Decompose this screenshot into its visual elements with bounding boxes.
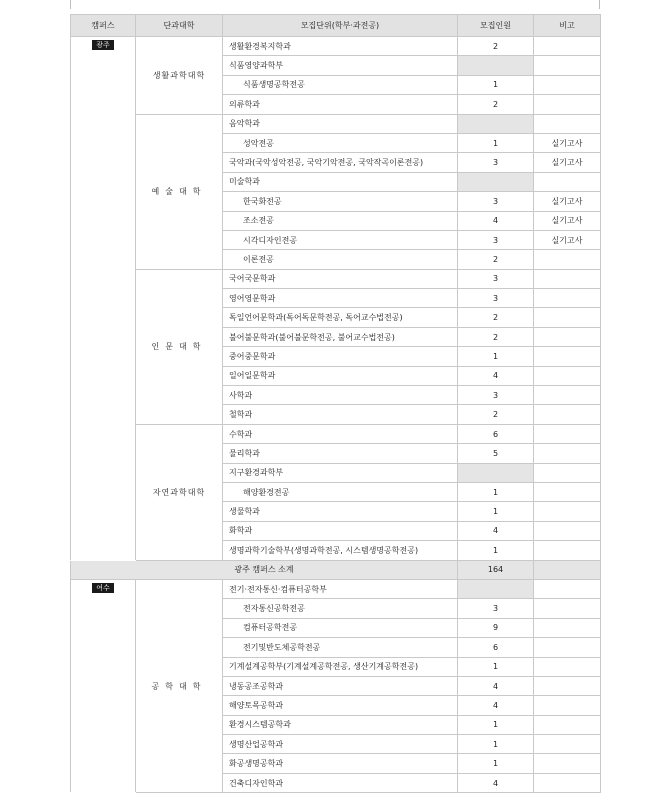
note-value — [534, 56, 601, 75]
page-frame-top — [70, 0, 600, 9]
quota-value: 1 — [458, 502, 534, 521]
table-row — [71, 269, 601, 288]
unit-name: 생명산업공학과 — [223, 735, 458, 754]
unit-name: 환경시스템공학과 — [223, 715, 458, 734]
campus-cell — [71, 37, 136, 561]
note-value — [534, 37, 601, 56]
table-row — [71, 114, 601, 133]
unit-name: 음악학과 — [223, 114, 458, 133]
unit-name: 전자통신공학전공 — [223, 599, 458, 618]
quota-value: 2 — [458, 37, 534, 56]
unit-name: 식품생명공학전공 — [223, 75, 458, 94]
quota-value: 4 — [458, 696, 534, 715]
quota-value: 2 — [458, 327, 534, 346]
quota-value: 6 — [458, 424, 534, 443]
quota-value: 2 — [458, 95, 534, 114]
quota-value — [458, 579, 534, 598]
note-value — [534, 269, 601, 288]
unit-name: 불어불문학과(불어불문학전공, 불어교수법전공) — [223, 327, 458, 346]
unit-name: 식품영양과학부 — [223, 56, 458, 75]
unit-name: 전기·전자통신·컴퓨터공학부 — [223, 579, 458, 598]
note-value — [534, 638, 601, 657]
note-value — [534, 386, 601, 405]
note-value — [534, 735, 601, 754]
note-value: 실기고사 — [534, 211, 601, 230]
note-value — [534, 347, 601, 366]
unit-name: 이론전공 — [223, 250, 458, 269]
unit-name: 일어일문학과 — [223, 366, 458, 385]
unit-name: 미술학과 — [223, 172, 458, 191]
quota-value: 3 — [458, 230, 534, 249]
quota-value — [458, 114, 534, 133]
unit-name: 시각디자인전공 — [223, 230, 458, 249]
quota-value: 1 — [458, 657, 534, 676]
note-value — [534, 289, 601, 308]
campus-badge: 여수 — [92, 583, 114, 593]
note-value — [534, 308, 601, 327]
note-value: 실기고사 — [534, 230, 601, 249]
subtotal-quota: 164 — [458, 560, 534, 579]
note-value — [534, 95, 601, 114]
quota-value: 4 — [458, 211, 534, 230]
note-value — [534, 405, 601, 424]
unit-name: 독일언어문학과(독어독문학전공, 독어교수법전공) — [223, 308, 458, 327]
quota-value: 1 — [458, 754, 534, 773]
unit-name: 생명과학기술학부(생명과학전공, 시스템생명공학전공) — [223, 541, 458, 560]
unit-name: 화공생명공학과 — [223, 754, 458, 773]
note-value — [534, 715, 601, 734]
note-value — [534, 327, 601, 346]
table-row — [71, 424, 601, 443]
quota-value: 3 — [458, 289, 534, 308]
note-value — [534, 618, 601, 637]
table-row — [71, 37, 601, 56]
unit-name: 조소전공 — [223, 211, 458, 230]
quota-value: 1 — [458, 347, 534, 366]
unit-name: 기계설계공학부(기계설계공학전공, 생산기계공학전공) — [223, 657, 458, 676]
campus-cell — [71, 579, 136, 792]
unit-name: 전기및반도체공학전공 — [223, 638, 458, 657]
note-value — [534, 754, 601, 773]
college-name: 생활과학대학 — [136, 37, 223, 115]
note-value: 실기고사 — [534, 153, 601, 172]
note-value — [534, 502, 601, 521]
table-row — [71, 579, 601, 598]
header-campus: 캠퍼스 — [71, 15, 136, 37]
college-name: 공학대학 — [136, 579, 223, 792]
quota-value: 3 — [458, 269, 534, 288]
quota-value: 3 — [458, 386, 534, 405]
note-value — [534, 250, 601, 269]
unit-name: 물리학과 — [223, 444, 458, 463]
unit-name: 한국화전공 — [223, 192, 458, 211]
quota-value: 3 — [458, 192, 534, 211]
quota-value: 1 — [458, 735, 534, 754]
note-value: 실기고사 — [534, 192, 601, 211]
college-name: 예술대학 — [136, 114, 223, 269]
unit-name: 냉동공조공학과 — [223, 676, 458, 695]
note-value — [534, 482, 601, 501]
quota-value — [458, 463, 534, 482]
college-name: 인문대학 — [136, 269, 223, 424]
unit-name: 국어국문학과 — [223, 269, 458, 288]
quota-value: 2 — [458, 405, 534, 424]
note-value — [534, 676, 601, 695]
unit-name: 철학과 — [223, 405, 458, 424]
note-value — [534, 75, 601, 94]
unit-name: 수학과 — [223, 424, 458, 443]
quota-value — [458, 56, 534, 75]
quota-value: 2 — [458, 250, 534, 269]
note-value — [534, 599, 601, 618]
note-value — [534, 579, 601, 598]
quota-value: 1 — [458, 482, 534, 501]
unit-name: 중어중문학과 — [223, 347, 458, 366]
quota-value: 9 — [458, 618, 534, 637]
unit-name: 성악전공 — [223, 133, 458, 152]
table-body — [71, 37, 601, 793]
note-value: 실기고사 — [534, 133, 601, 152]
subtotal-label: 광주 캠퍼스 소계 — [71, 560, 458, 579]
note-value — [534, 114, 601, 133]
unit-name: 건축디자인학과 — [223, 773, 458, 792]
unit-name: 지구환경과학부 — [223, 463, 458, 482]
quota-value: 3 — [458, 599, 534, 618]
admission-quota-table — [70, 14, 601, 793]
note-value — [534, 463, 601, 482]
unit-name: 국악과(국악성악전공, 국악기악전공, 국악작곡이론전공) — [223, 153, 458, 172]
quota-value: 1 — [458, 133, 534, 152]
quota-value: 3 — [458, 153, 534, 172]
unit-name: 해양토목공학과 — [223, 696, 458, 715]
college-name: 자연과학대학 — [136, 424, 223, 560]
quota-value: 4 — [458, 521, 534, 540]
campus-badge: 광주 — [92, 40, 114, 50]
header-quota: 모집인원 — [458, 15, 534, 37]
note-value — [534, 773, 601, 792]
subtotal-note — [534, 560, 601, 579]
quota-value: 1 — [458, 715, 534, 734]
note-value — [534, 541, 601, 560]
unit-name: 영어영문학과 — [223, 289, 458, 308]
unit-name: 생물학과 — [223, 502, 458, 521]
note-value — [534, 444, 601, 463]
quota-value: 1 — [458, 75, 534, 94]
note-value — [534, 521, 601, 540]
quota-value: 4 — [458, 366, 534, 385]
note-value — [534, 657, 601, 676]
header-college: 단과대학 — [136, 15, 223, 37]
note-value — [534, 366, 601, 385]
quota-value — [458, 172, 534, 191]
quota-value: 5 — [458, 444, 534, 463]
quota-value: 1 — [458, 541, 534, 560]
header-row — [71, 15, 601, 37]
unit-name: 생활환경복지학과 — [223, 37, 458, 56]
note-value — [534, 696, 601, 715]
note-value — [534, 424, 601, 443]
unit-name: 화학과 — [223, 521, 458, 540]
quota-value: 4 — [458, 676, 534, 695]
subtotal-row — [71, 560, 601, 579]
unit-name: 컴퓨터공학전공 — [223, 618, 458, 637]
unit-name: 의류학과 — [223, 95, 458, 114]
note-value — [534, 172, 601, 191]
quota-value: 6 — [458, 638, 534, 657]
unit-name: 해양환경전공 — [223, 482, 458, 501]
quota-value: 4 — [458, 773, 534, 792]
header-note: 비고 — [534, 15, 601, 37]
quota-value: 2 — [458, 308, 534, 327]
unit-name: 사학과 — [223, 386, 458, 405]
header-unit: 모집단위(학부·과전공) — [223, 15, 458, 37]
